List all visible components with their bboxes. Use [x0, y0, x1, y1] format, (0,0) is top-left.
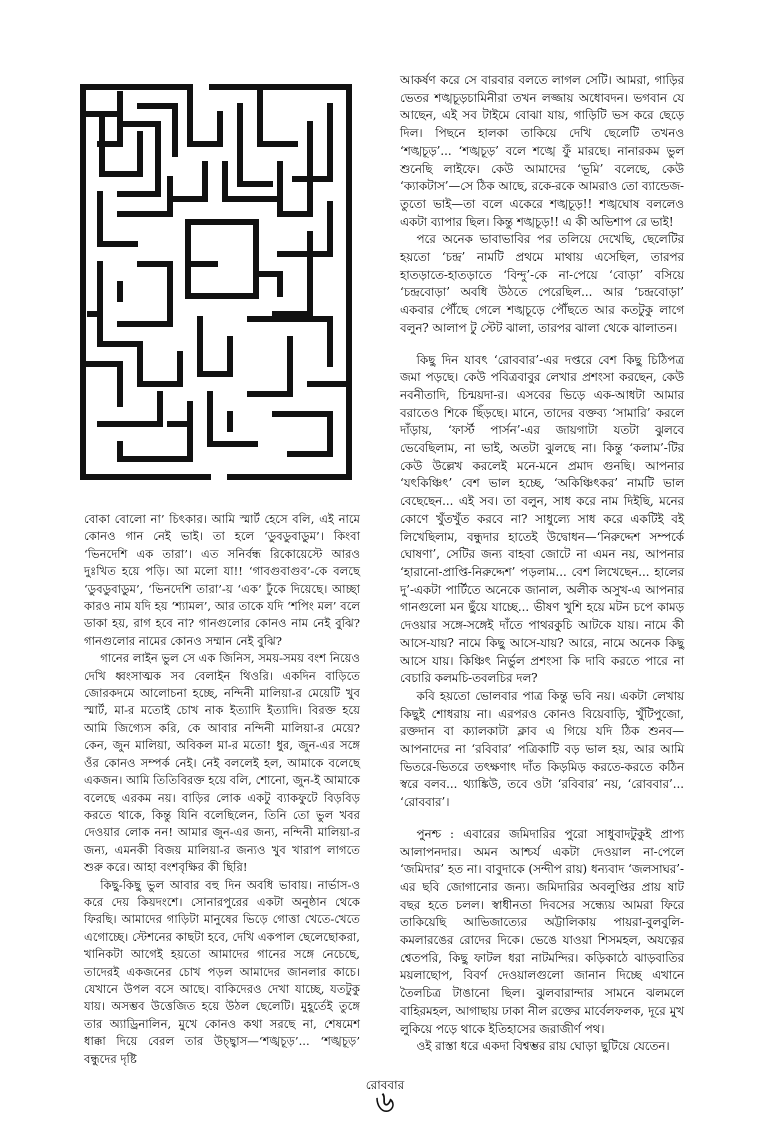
left-paragraph: বোকা বোলো না’ চিৎকার। আমি স্মার্ট হেসে বলি, এই নামে কোনও গান নেই ভাই। তা হলে ‘ডুবডুবাডুম’। কিংবা ‘ভিনদেশি এক তারা’। এত সনির্বন্ধ রিকোয়েস্টে আরও দুঃখিত হয়ে পড়ি। আ মলো যা!! ‘গাবগুবাগুব’-কে বলছে ‘ডুবডুবাডুম’, ‘ভিনদেশি তারা’-য় ‘এক’ ঢুঁকে দিয়েছে। আচ্ছা কারও নাম যদি হয় ‘শ্যামল’, আর তাকে যদি ‘শপিং মল’ বলে ডাকা হয়, রাগ হবে না? গানগুলোর কোনও নাম নেই বুঝি? গানগুলোর নামের কোনও সম্মান নেই বুঝি? — [84, 512, 360, 648]
right-column — [400, 72, 684, 1056]
maze-illustration — [80, 84, 352, 480]
magazine-name: রোববার — [365, 1078, 405, 1092]
right-paragraph: পরে অনেক ভাবাভাবির পর তলিয়ে দেখেছি, ছেলেটির হয়তো ‘চন্দ্র’ নামটি প্রথমে মাথায় এসেছিল, তারপর হাতড়াতে-হাতড়াতে ‘বিন্দু’-কে না-পেয়ে ‘বোড়া’ বসিয়ে ‘চন্দ্রবোড়া’ অবধি উঠতে পেরেছিল... আর ‘চন্দ্রবোড়া’ একবার পৌঁছে গেলে শঙ্খচূড়ে পৌঁছতে আর কতটুকু লাগে বলুন? আলাপ টু স্টেট ঝালা, তারপর ঝালা থেকে ঝালাতন। — [400, 232, 684, 335]
right-paragraph: কিছু দিন যাবৎ ‘রোববার’-এর দপ্তরে বেশ কিছু চিঠিপত্র জমা পড়ছে। কেউ পবিত্রবাবুর লেখার প্রশংসা করছেন, কেউ নবনীতাদি, চিন্ময়দা-র। এসবের ভিড়ে এক-আধটা আমার বরাতেও শিকে ছিঁড়ছে। মানে, তাদের বক্তব্য ‘সামারি’ করলে দাঁড়ায়, ‘ফার্স্ট পার্সন’-এর জায়গাটা যতটা ঝুলবে ভেবেছিলাম, না ভাই, অতটা ঝুলছে না। কিন্তু ‘কলাম’-টির কেউ উল্লেখ করলেই মনে-মনে প্রমাদ গুনছি। আপনার ‘যৎকিঞ্চিৎ’ বেশ ভাল হচ্ছে, ‘অকিঞ্চিৎকর’ নামটি ভাল বেছেছেন... এই সব। তা বলুন, সাধ করে নাম দিইছি, মনের কোণে খুঁতখুঁত করবে না? সাধুল্যে সাধ করে একটিই বই লিখেছিলাম, বন্ধুদার হাতেই উদ্বোধন—‘নিরুদ্দেশ সম্পর্কে ঘোষণা’, সেটির জন্য বাহবা জোটে না এমন নয়, আপনার ‘হারানো-প্রাপ্তি-নিরুদ্দেশ’ পড়লাম... বেশ লিখেছেন... হালের দু’-একটা পার্টিতে অনেকে জানাল, অলীক অসুখ-এ আপনার গানগুলো মন ছুঁয়ে যাচ্ছে... ভীষণ খুশি হয়ে মটন চপে কামড় দেওয়ার সঙ্গে-সঙ্গেই দাঁতে পাথরকুচি আটকে যায়। নামে কী আসে-যায়? নামে কিছু আসে-যায়? আরে, নামে অনেক কিছু আসে যায়। কিঞ্চিৎ নির্ভুল প্রশংসা কি দাবি করতে পারে না বেচারি কলমচি-তবলচির দল? — [400, 352, 684, 686]
page-number: ৬ — [375, 1085, 395, 1120]
left-paragraph: কিছু-কিছু ভুল আবার বহু দিন অবধি ভাবায়। নার্ভাস-ও করে দেয় কিয়দংশে। সোনারপুরের একটা অনুষ্ঠান থেকে ফিরছি। আমাদের গাড়িটা মানুষের ভিড়ে গোত্তা খেতে-খেতে এগোচ্ছে। স্টেশনের কাছটা হবে, দেখি একপাল ছেলেছোকরা, খানিকটা আগেই হয়তো আমাদের গানের সঙ্গে নেচেছে, তাদেরই একজনের চোখ পড়ল আমাদের জানলার কাচে। যেখানে উপল বসে আছে। বাকিদেরও দেখা যাচ্ছে, যতটুকু যায়। অসম্ভব উত্তেজিত হয়ে উঠল ছেলেটি। মুহূর্তেই তুঙ্গে তার অ্যাড্রিনালিন, মুখে কোনও কথা সরছে না, শেষমেশ ধাক্কা দিয়ে বেরল তার উচ্ছ্বাস—‘শঙ্খচূড়’... ‘শঙ্খচূড়’ বন্ধুদের দৃষ্টি — [84, 877, 360, 1066]
right-paragraph: আকর্ষণ করে সে বারবার বলতে লাগল সেটি। আমরা, গাড়ির ভেতর শঙ্খচূড়চামিনীরা তখন লজ্জায় অধোবদন। ভগবান যে আছেন, এই সব টাইমে বোঝা যায়, গাড়িটি ভস করে ছেড়ে দিল। পিছনে হালকা তাকিয়ে দেখি ছেলেটি তখনও ‘শঙ্খচূড়’... ‘শঙ্খচূড়’ বলে শঙ্খে ফুঁ মারছে। নানারকম ভুল শুনেছি লাইফে। কেউ আমাদের ‘ভূমি’ বলেছে, কেউ ‘ক্যাকটাস’—সে ঠিক আছে, রকে-রকে আমরাও তো ব্যান্ডেজ-তুতো ভাই—তা বলে একেরে শঙ্খচূড়!! শঙ্খঘোষ বললেও একটা ব্যাপার ছিল। কিন্তু শঙ্খচূড়!! এ কী অভিশাপ রে ভাই! — [400, 73, 684, 229]
page-footer — [0, 1078, 770, 1118]
left-paragraph: গানের লাইন ভুল সে এক জিনিস, সময়-সময় বংশ নিয়েও দেখি ধ্বংসাত্মক সব বেলাইন থিওরি। একদিন বাড়িতে জোরকদমে আলোচনা হচ্ছে, নন্দিনী মালিয়া-র মেয়েটি খুব স্মার্ট, মা-র মতোই চোখ নাক ইত্যাদি ইত্যাদি। বিরক্ত হয়ে আমি জিগ্যেস করি, কে আবার নন্দিনী মালিয়া-র মেয়ে? কেন, জুন মালিয়া, অবিকল মা-র মতো! ধুর, জুন-এর সঙ্গে ওঁর কোনও সম্পর্ক নেই। নেই বললেই হল, আমাকে বলেছে একজন। আমি তিতিবিরক্ত হয়ে বলি, শোনো, জুন-ই আমাকে বলেছে এরকম নয়। বাড়ির লোক একটু ব্যাকফুটে বিড়বিড় করতে থাকে, কিন্তু যিনি বলেছিলেন, তিনি তো ভুল খবর দেওয়ার লোক নন! আমার জুন-এর জন্য, নন্দিনী মালিয়া-র জন্য, এমনকী বিজয় মালিয়া-র জন্যও খুব খারাপ লাগতে শুরু করে। আহা বংশবৃক্ষির কী ছিরি! — [84, 651, 360, 875]
right-paragraph: কবি হয়তো ভোলবার পাত্র কিন্তু ভবি নয়। একটা লেখায় কিছুই শোধরায় না। এরপরও কোনও বিয়েবাড়ি, খুঁটিপুজো, রক্তদান বা ক্যালকাটা ক্লাব এ গিয়ে যদি ঠিক শুনব—আপনাদের না ‘রবিবার’ পত্রিকাটি বড় ভাল হয়, আর আমি ভিতরে-ভিতরে তৎক্ষণাৎ দাঁত কিড়মিড় করতে-করতে কঠিন স্বরে বলব... থ্যাঙ্কিউ, তবে ওটা ‘রবিবার’ নয়, ‘রোববার’... ‘রোববার’। — [400, 688, 684, 810]
left-column — [84, 511, 360, 1068]
postscript-paragraph: পুনশ্চ : এবারের জমিদারির পুরো সাধুবাদটুকুই প্রাপ্য আলাপনদার। অমন আশ্চর্য একটা দেওয়াল না-পেলে ‘জমিদার’ হত না। বাবুদাকে (সন্দীপ রায়) ধন্যবাদ ‘জলসাঘর’-এর ছবি জোগানোর জন্য। জমিদারির অবলুপ্তির প্রায় ষাট বছর হতে চলল। স্বাধীনতা দিবসের সন্ধ্যেয় আমরা ফিরে তাকিয়েছি আভিজাত্যের অট্টালিকায় পায়রা-বুলবুলি-কমলারঙের রোদের দিকে। ভেঙে যাওয়া শিসমহল, অযত্নের শ্বেতপরি, কিছু ফাটল ধরা নাটমন্দির। কড়িকাঠে ঝাড়বাতির ময়লাছোপ, বিবর্ণ দেওয়ালগুলো জানান দিচ্ছে এখানে তৈলচিত্র টাঙানো ছিল। ঝুলবারান্দার সামনে ঝলমলে বাহিরমহল, আগাছায় ঢাকা নীল রক্তের মার্বেলফলক, দূরে মুখ লুকিয়ে পড়ে থাকে ইতিহাসের জরাজীর্ণ পথ। — [400, 826, 684, 1036]
right-paragraph: ওই রাস্তা ধরে একদা বিশ্বম্ভর রায় ঘোড়া ছুটিয়ে যেতেন। — [416, 1039, 670, 1054]
